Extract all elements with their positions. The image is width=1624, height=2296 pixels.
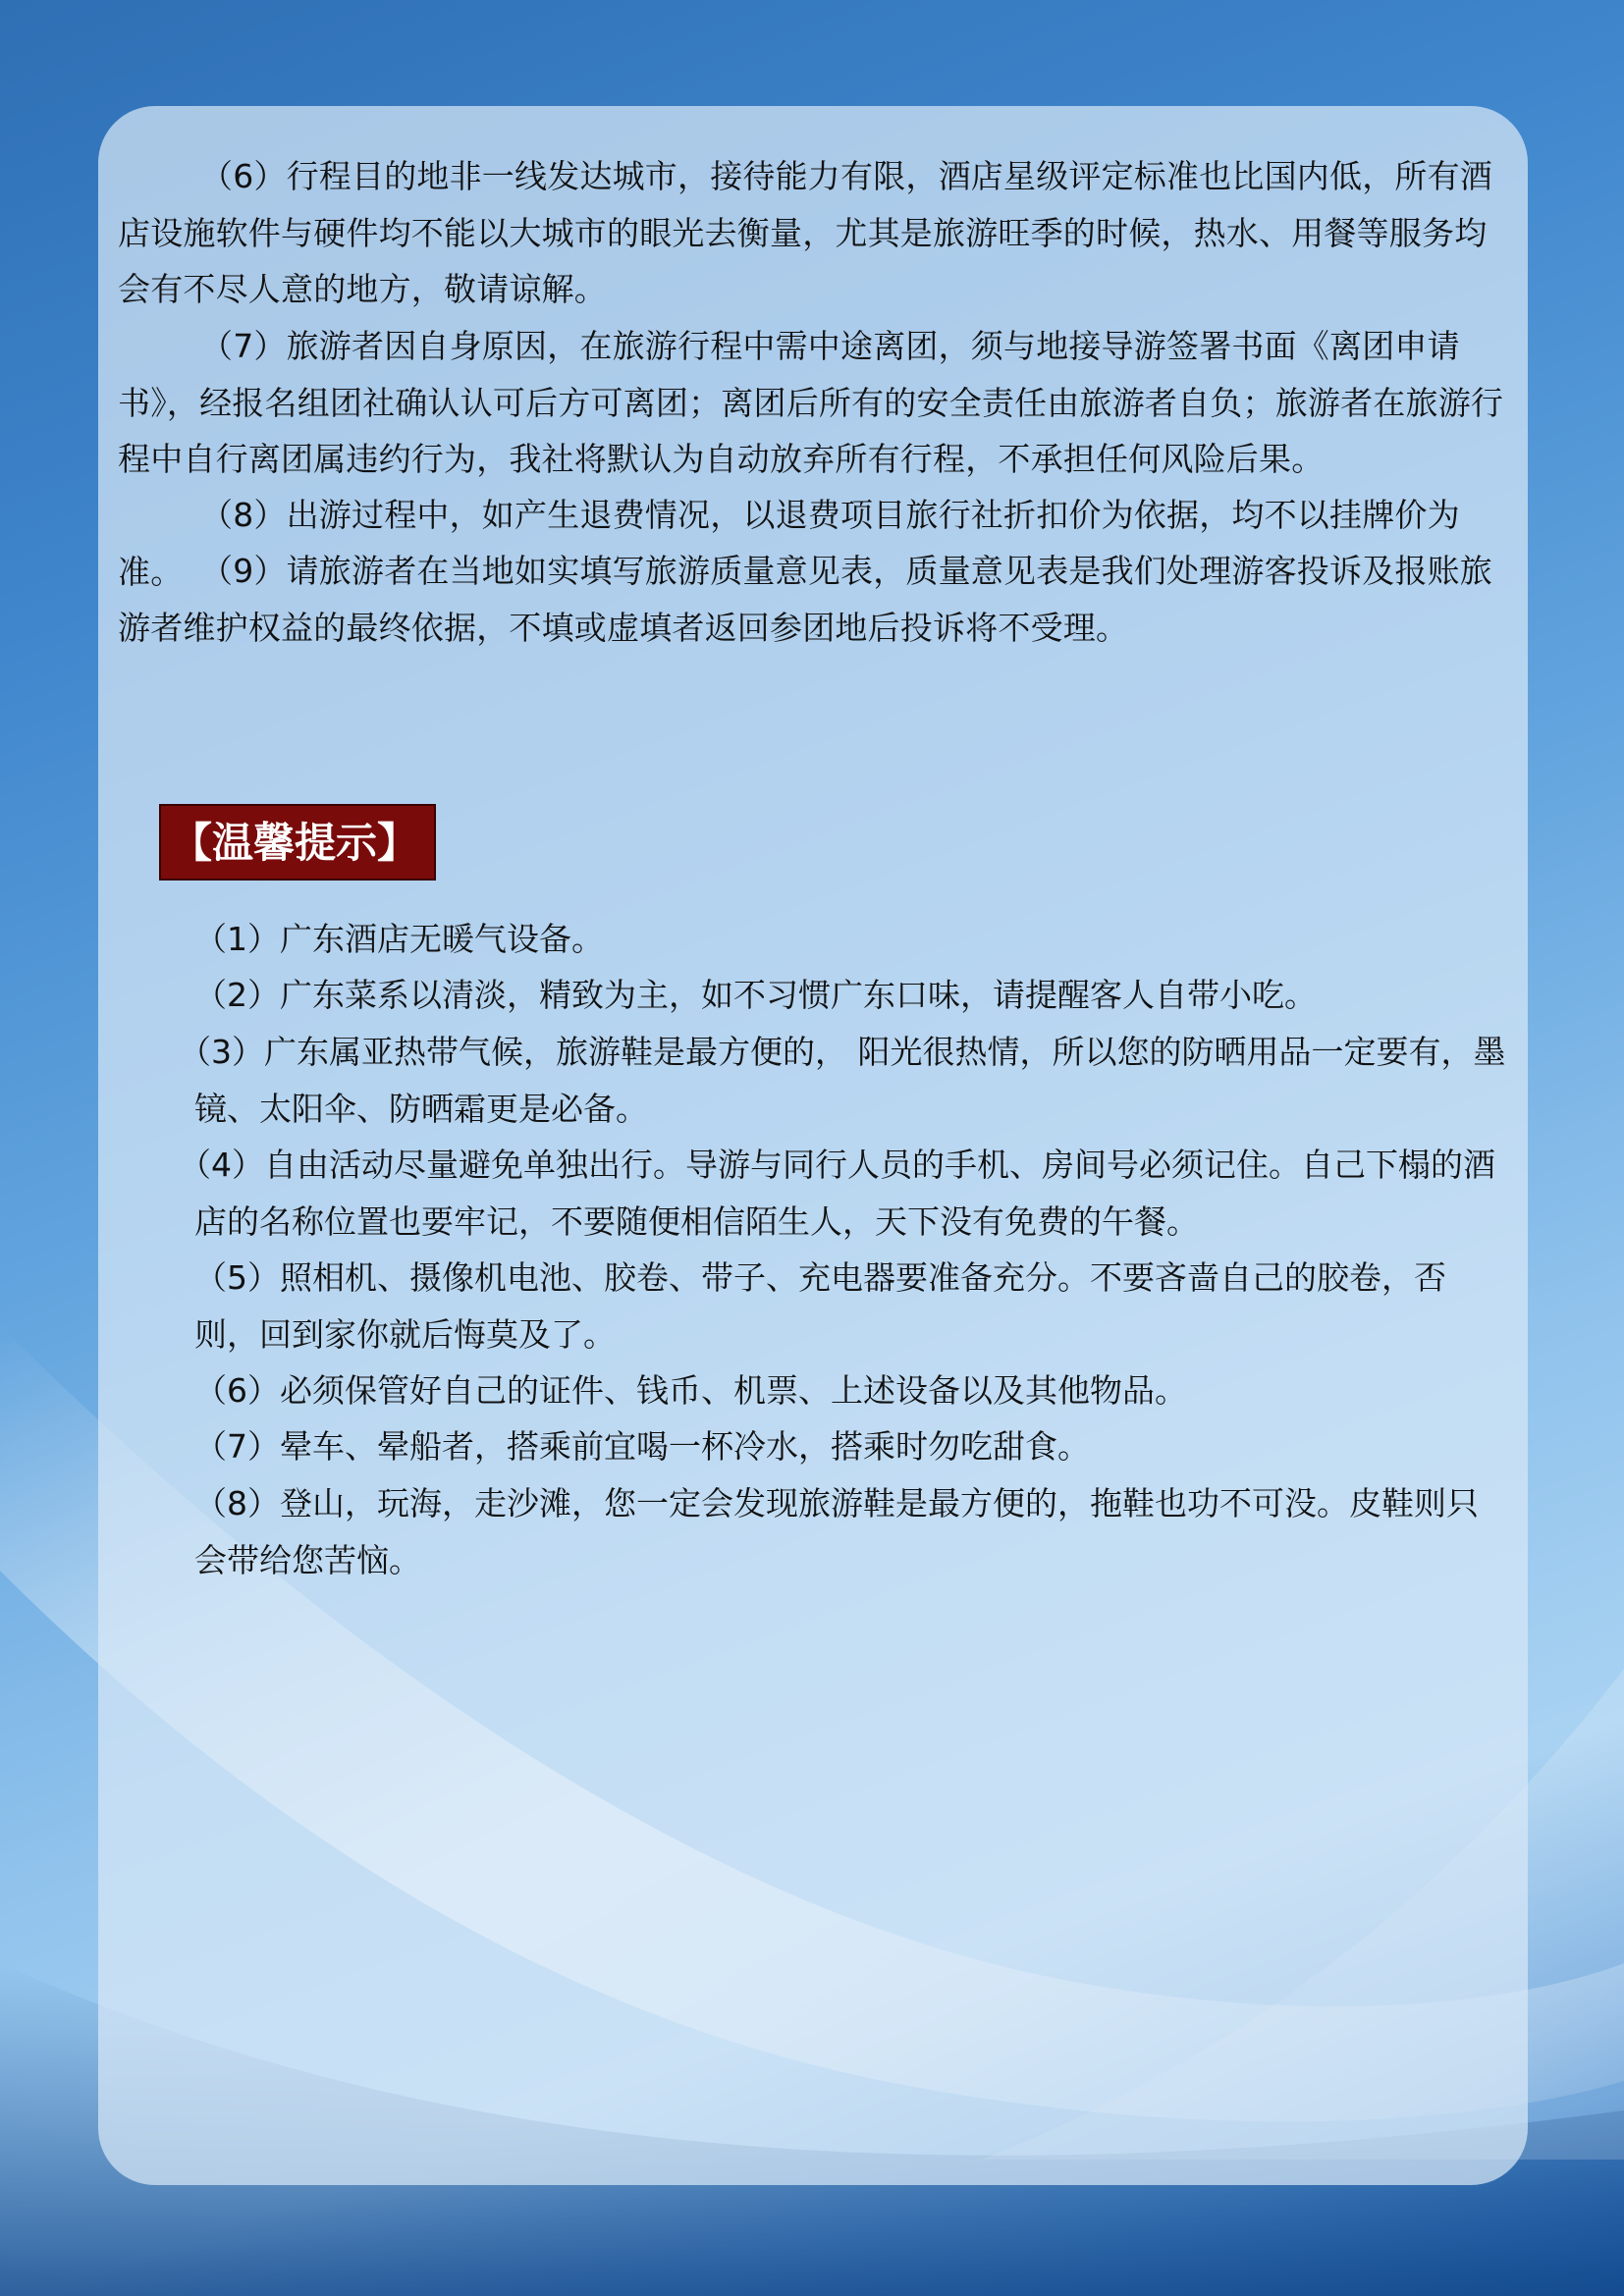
tip-item-7: （7）晕车、晕船者，搭乘前宜喝一杯冷水，搭乘时勿吃甜食。 — [194, 1427, 1090, 1466]
tip-item-5: （5）照相机、摄像机电池、胶卷、带子、充电器要准备充分。不要吝啬自己的胶卷，否则，回到家你就后悔莫及了。 — [194, 1258, 1446, 1354]
notice-paragraph-8: （8）出游过程中，如产生退费情况，以退费项目旅行社折扣价为依据，均不以挂牌价为准。 — [118, 496, 1460, 591]
notice-paragraph-6: （6）行程目的地非一线发达城市，接待能力有限，酒店星级评定标准也比国内低，所有酒店设施软件与硬件均不能以大城市的眼光去衡量，尤其是旅游旺季的时候，热水、用餐等服务均会有不尽人意的地方，敬请谅解。 — [118, 157, 1492, 308]
tip-item-3: （3）广东属亚热带气候，旅游鞋是最方便的， 阳光很热情，所以您的防晒用品一定要有，墨镜、太阳伞、防晒霜更是必备。 — [179, 1033, 1506, 1128]
tip-item-2: （2）广东菜系以清淡，精致为主，如不习惯广东口味，请提醒客人自带小吃。 — [194, 976, 1317, 1014]
tip-item-8: （8）登山，玩海，走沙滩，您一定会发现旅游鞋是最方便的，拖鞋也功不可没。皮鞋则只会带给您苦恼。 — [194, 1484, 1479, 1579]
tip-item-4: （4）自由活动尽量避免单独出行。导游与同行人员的手机、房间号必须记住。自己下榻的酒店的名称位置也要牢记，不要随便相信陌生人，天下没有免费的午餐。 — [179, 1146, 1495, 1241]
notice-paragraph-7: （7）旅游者因自身原因，在旅游行程中需中途离团，须与地接导游签署书面《离团申请书》，经报名组团社确认认可后方可离团；离团后所有的安全责任由旅游者自负；旅游者在旅游行程中自行离团属违约行为，我社将默认为自动放弃所有行程，不承担任何风险后果。 — [118, 327, 1504, 478]
tip-item-1: （1）广东酒店无暖气设备。 — [194, 920, 604, 958]
tip-item-6: （6）必须保管好自己的证件、钱币、机票、上述设备以及其他物品。 — [194, 1371, 1187, 1410]
tips-heading: 【温馨提示】 — [159, 804, 436, 881]
notice-paragraph-9: （9）请旅游者在当地如实填写旅游质量意见表，质量意见表是我们处理游客投诉及报账旅游者维护权益的最终依据，不填或虚填者返回参团地后投诉将不受理。 — [118, 552, 1492, 647]
